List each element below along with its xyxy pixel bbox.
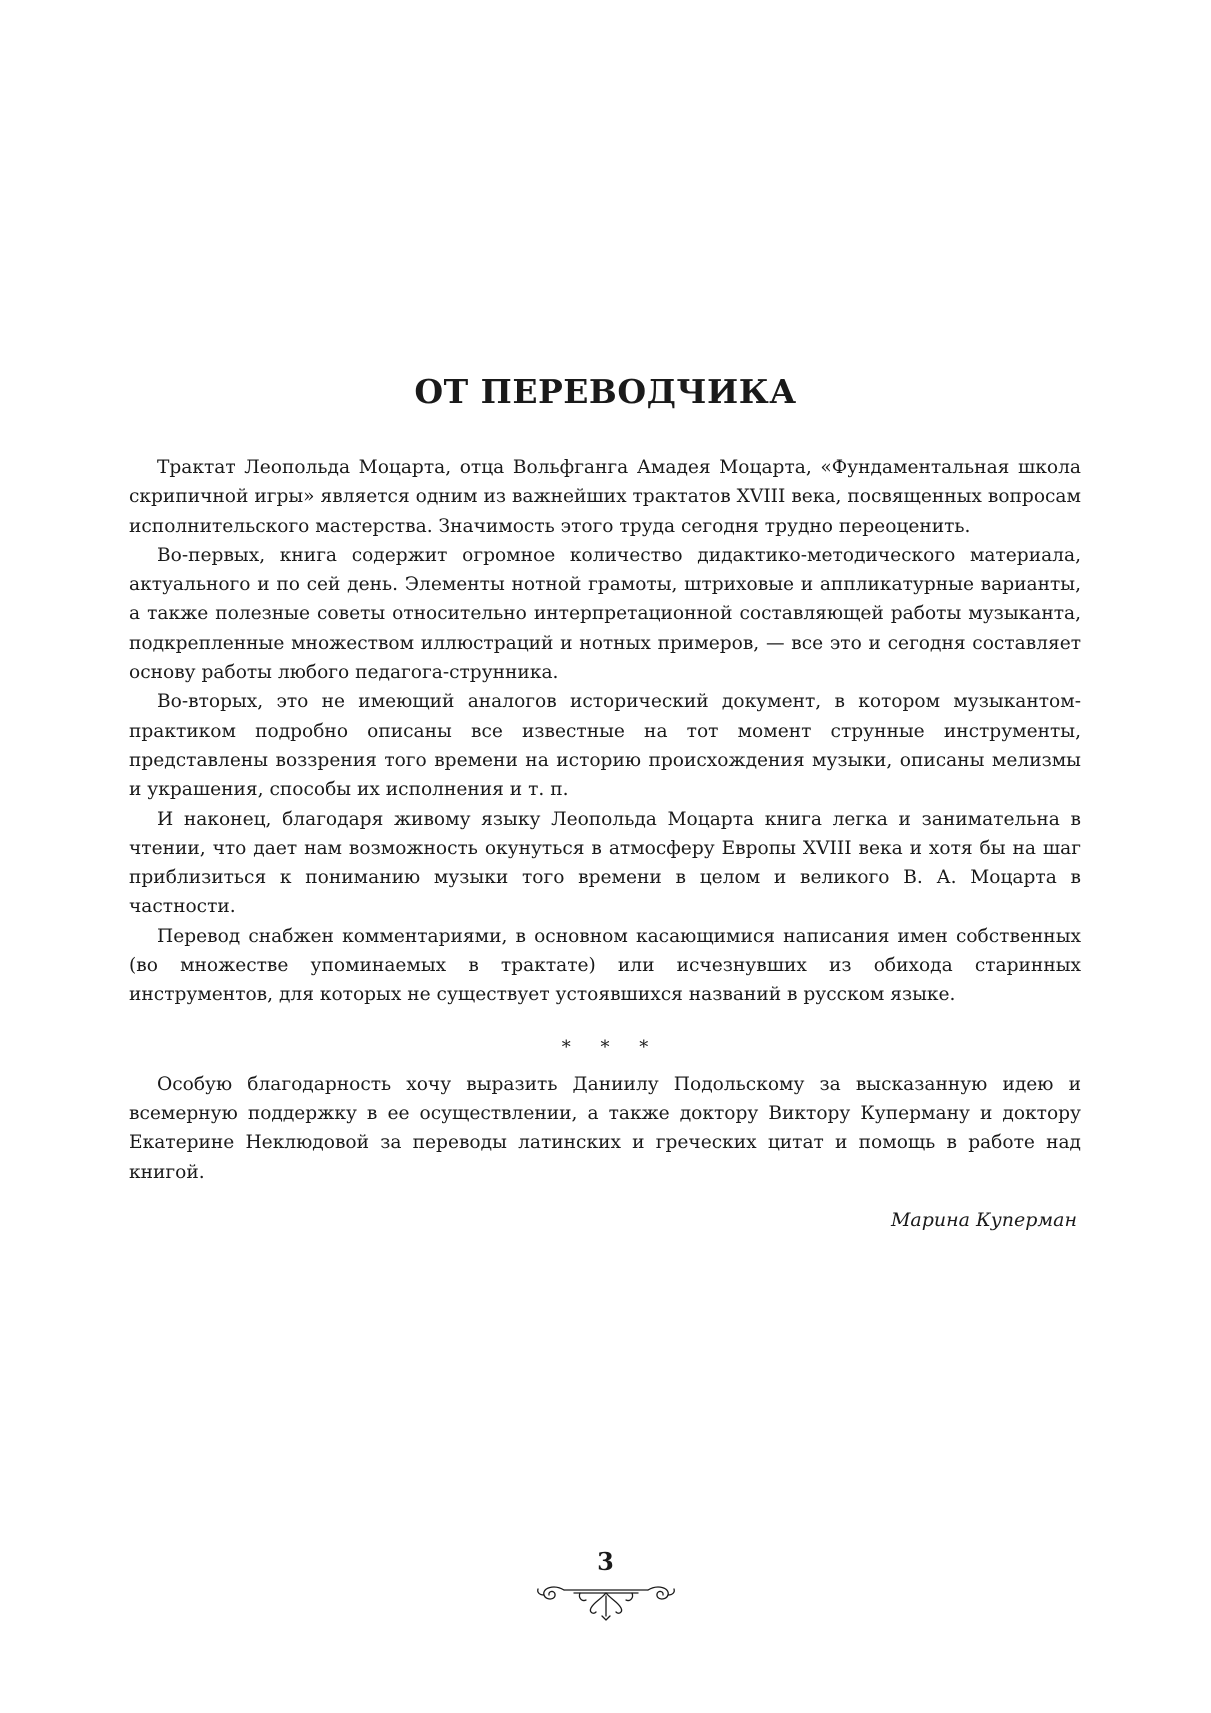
author-signature: Марина Куперман	[890, 1208, 1077, 1231]
paragraph-intro: Трактат Леопольда Моцарта, отца Вольфганга Амадея Моцарта, «Фундаментальная школа скрипичной игры» является одним из важнейших трактатов XVIII века, посвященных вопросам исполнительского мастерства. Значимость этого труда сегодня трудно переоценить.	[129, 457, 1081, 537]
paragraph-second: Во-вторых, это не имеющий аналогов исторический документ, в котором музыкантом-практиком подробно описаны все известные на тот момент струнные инструменты, представлены воззрения того времени на историю происхождения музыки, описаны мелизмы и украшения, способы их исполнения и т. п.	[129, 691, 1081, 801]
paragraph-finally: И наконец, благодаря живому языку Леопольда Моцарта книга легка и занимательна в чтении, что дает нам возможность окунуться в атмосферу Европы XVIII века и хотя бы на шаг приблизиться к пониманию музыки того времени в целом и великого В. А. Моцарта в частности.	[129, 808, 1081, 918]
paragraph-acknowledgement: Особую благодарность хочу выразить Даниилу Подольскому за высказанную идею и всемерную поддержку в ее осуществлении, а также доктору Виктору Куперману и доктору Екатерине Неклюдовой за переводы латинских и греческих цитат и помощь в работе над книгой.	[129, 1073, 1081, 1183]
paragraph-translation-notes: Перевод снабжен комментариями, в основном касающимися написания имен собственных (во множестве упоминаемых в трактате) или исчезнувших из обихода старинных инструментов, для которых не существует устоявшихся названий в русском языке.	[129, 925, 1081, 1006]
paragraph-first: Во-первых, книга содержит огромное количество дидактико-методического материала, актуального и по сей день. Элементы нотной грамоты, штриховые и аппликатурные варианты, а также полезные советы относительно интерпретационной составляющей работы музыканта, подкрепленные множеством иллюстраций и нотных примеров, — все это и сегодня составляет основу работы любого педагога-струнника.	[129, 544, 1081, 684]
flourish-ornament-icon	[536, 1576, 676, 1622]
page-number: 3	[597, 1547, 614, 1576]
body-text	[129, 453, 1081, 1231]
page-title: ОТ ПЕРЕВОДЧИКА	[414, 372, 797, 411]
section-separator: * * *	[561, 1036, 661, 1058]
